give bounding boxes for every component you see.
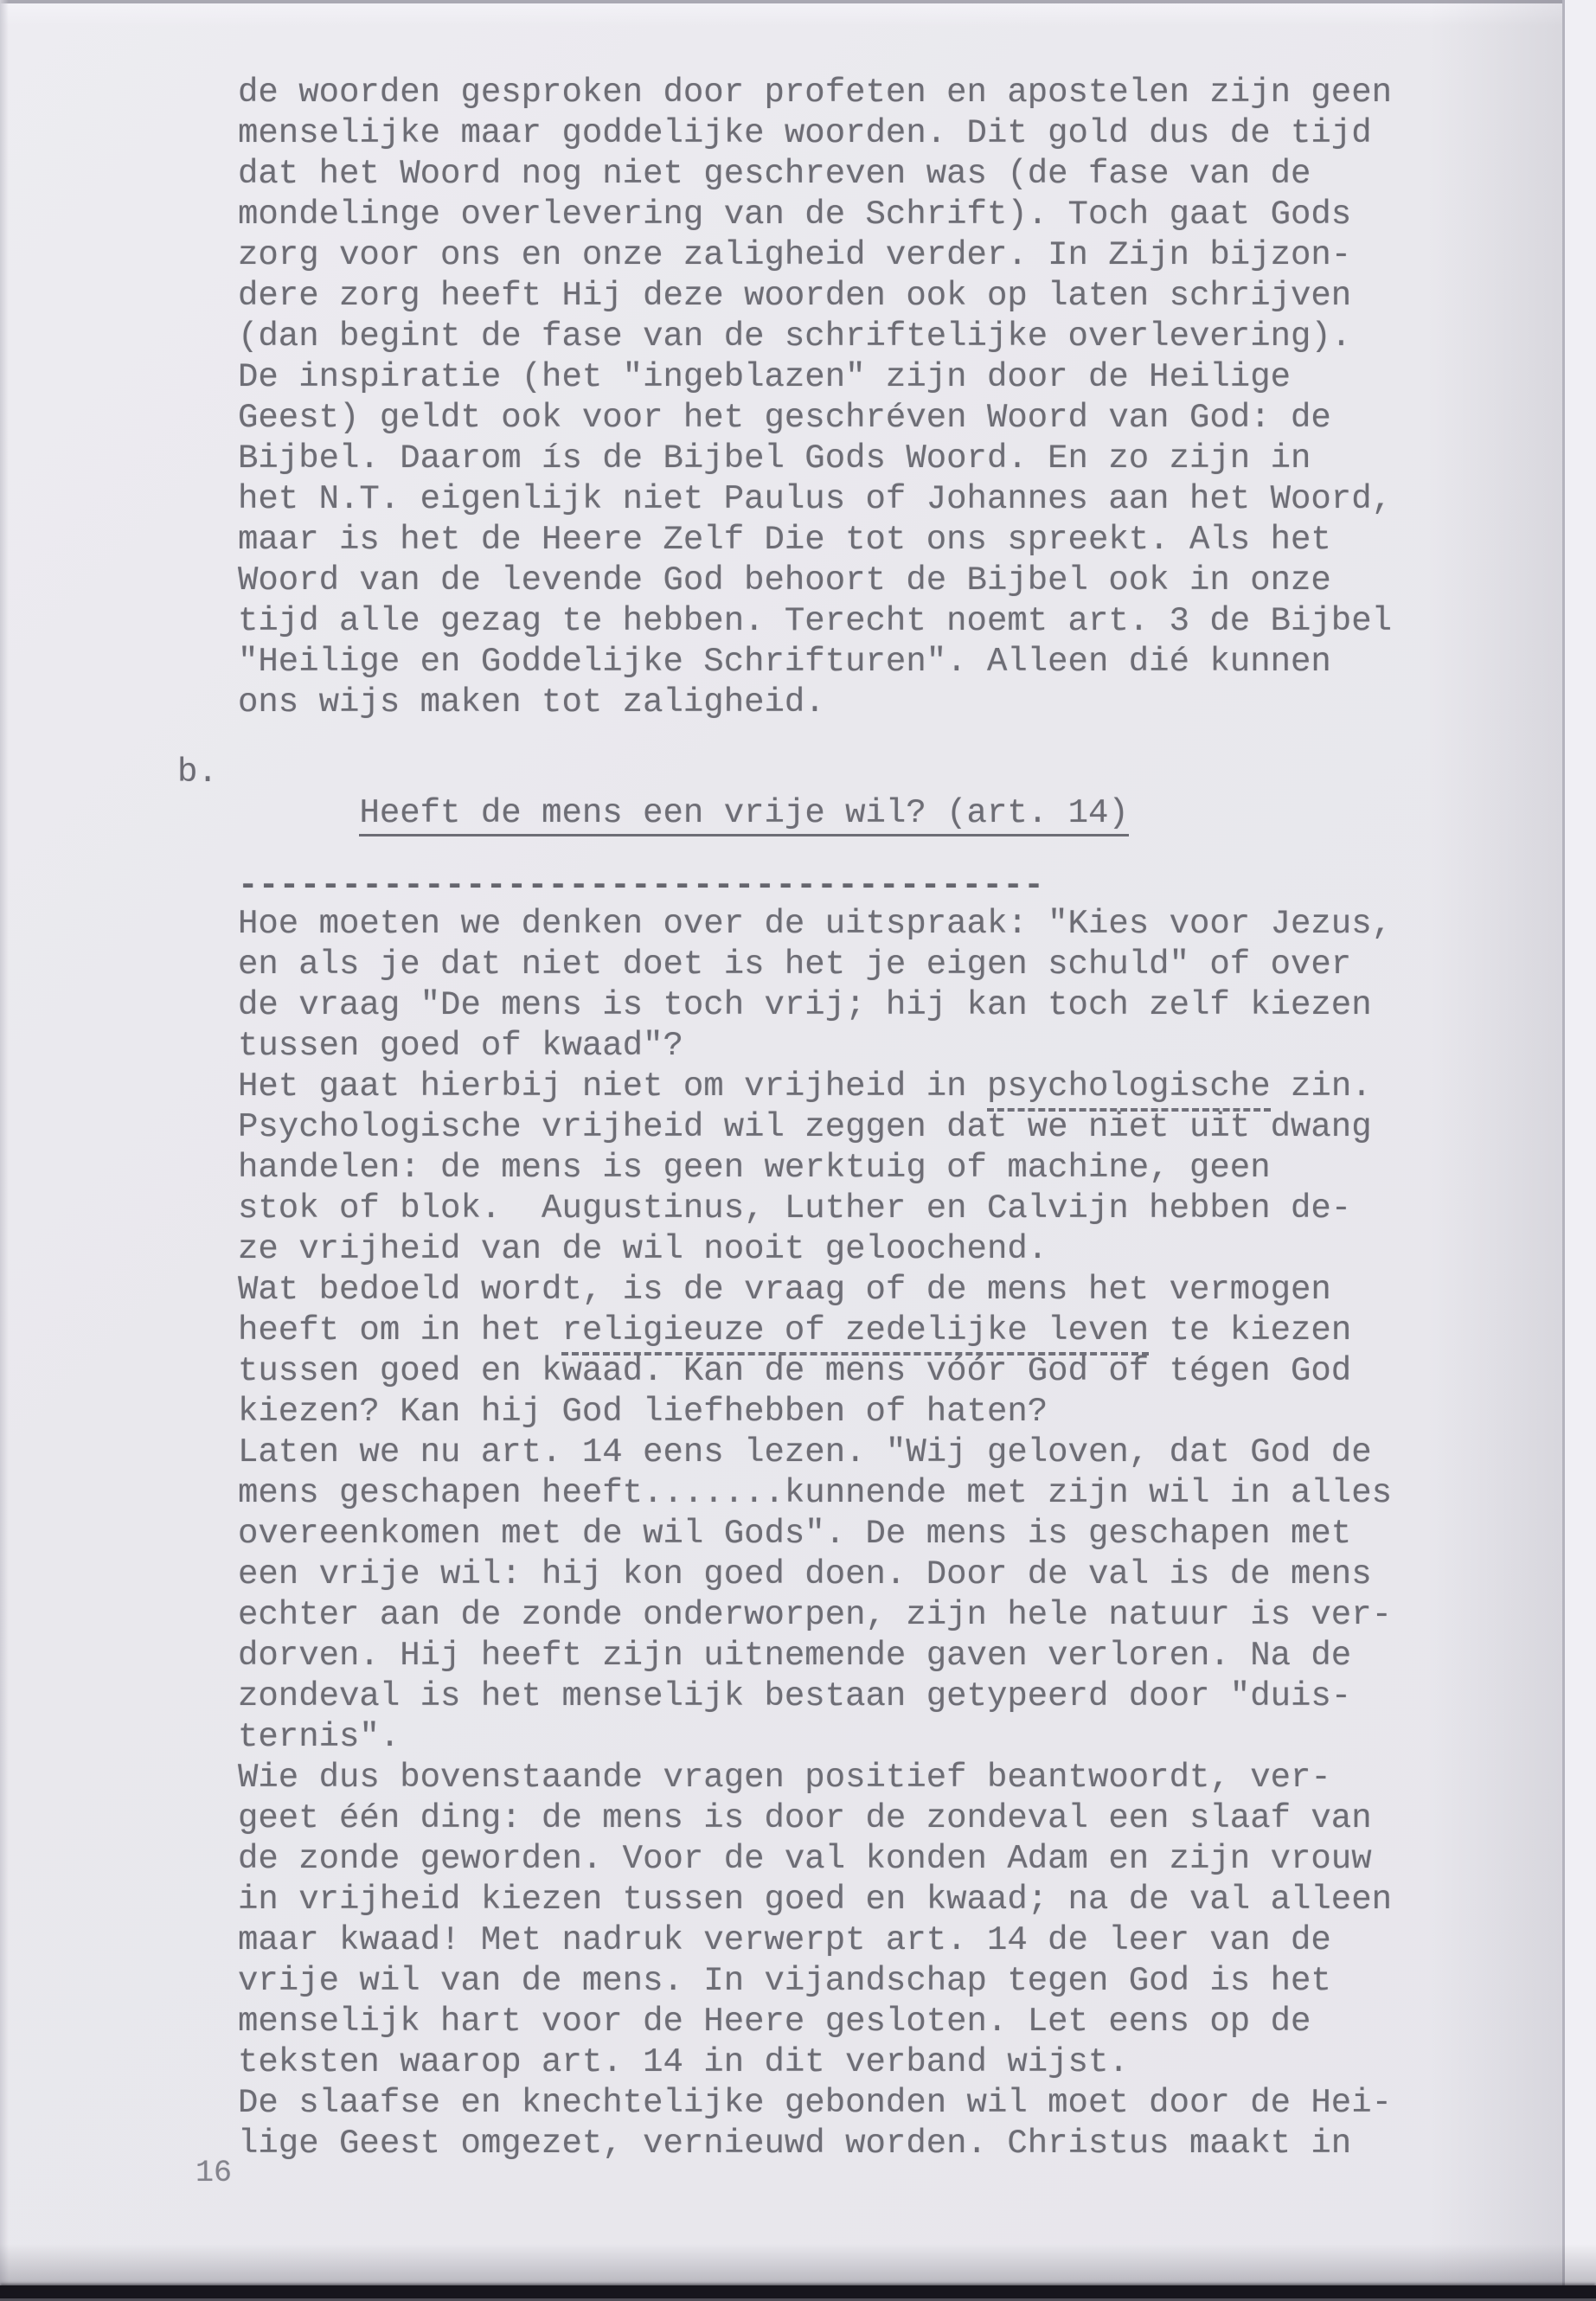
text-line: handelen: de mens is geen werktuig of machine, geen: [238, 1149, 1271, 1187]
text-line: de zonde geworden. Voor de val konden Adam en zijn vrouw: [238, 1840, 1372, 1878]
text-line: tijd alle gezag te hebben. Terecht noemt art. 3 de Bijbel: [238, 602, 1393, 640]
text-line: de vraag "De mens is toch vrij; hij kan toch zelf kiezen: [238, 986, 1372, 1024]
section-b-label: b.: [177, 753, 218, 792]
text-line: vrije wil van de mens. In vijandschap tegen God is het: [238, 1962, 1331, 2000]
psych-post: zin.: [1270, 1067, 1372, 1106]
text-line: maar kwaad! Met nadruk verwerpt art. 14 de leer van de: [238, 1921, 1331, 1959]
text-line: maar is het de Heere Zelf Die tot ons spreekt. Als het: [238, 521, 1331, 559]
text-line: De inspiratie (het "ingeblazen" zijn door de Heilige: [238, 358, 1291, 396]
text-line: en als je dat niet doet is het je eigen schuld" of over: [238, 945, 1352, 984]
text-line: teksten waarop art. 14 in dit verband wijst.: [238, 2043, 1129, 2081]
paragraph-2a: [238, 904, 1392, 1067]
section-b-dash-underline: ---------------------------------------: [238, 867, 1045, 905]
page-text: [177, 73, 1393, 2164]
text-line: mens geschapen heeft.......kunnende met zijn wil in alles: [238, 1474, 1393, 1512]
text-line: dere zorg heeft Hij deze woorden ook op laten schrijven: [238, 277, 1352, 315]
paragraph-2b: [238, 1107, 1392, 1311]
relig-post: te kiezen: [1149, 1311, 1352, 1349]
scan-left-edge: [0, 0, 9, 2301]
text-line: dat het Woord nog niet geschreven was (de fase van de: [238, 155, 1311, 193]
text-line: in vrijheid kiezen tussen goed en kwaad; na de val alleen: [238, 1881, 1393, 1919]
relig-pre: heeft om in het: [238, 1311, 562, 1349]
text-line: Wat bedoeld wordt, is de vraag of de mens het vermogen: [238, 1271, 1331, 1309]
text-line: ternis".: [238, 1718, 401, 1756]
relig-underlined-phrase: religieuze of zedelijke leven: [561, 1311, 1149, 1356]
text-line: "Heilige en Goddelijke Schrifturen". Alleen dié kunnen: [238, 643, 1331, 681]
text-line: menselijk hart voor de Heere gesloten. Let eens op de: [238, 2003, 1311, 2041]
text-line: ze vrijheid van de wil nooit geloochend.: [238, 1230, 1048, 1268]
text-line: De slaafse en knechtelijke gebonden wil moet door de Hei-: [238, 2084, 1393, 2122]
psych-sentence-line: [238, 1067, 1392, 1107]
text-line: tussen goed en kwaad. Kan de mens vóór God of tégen God: [238, 1352, 1352, 1390]
psych-pre: Het gaat hierbij niet om vrijheid in: [238, 1067, 987, 1106]
text-line: een vrije wil: hij kon goed doen. Door de val is de mens: [238, 1555, 1372, 1593]
scan-bottom-bar: [0, 2285, 1596, 2298]
text-line: Laten we nu art. 14 eens lezen. "Wij geloven, dat God de: [238, 1433, 1372, 1471]
text-line: overeenkomen met de wil Gods". De mens is geschapen met: [238, 1515, 1352, 1553]
text-line: menselijke maar goddelijke woorden. Dit gold dus de tijd: [238, 114, 1372, 152]
relig-sentence-line: [238, 1311, 1392, 1351]
section-b-title: Heeft de mens een vrije wil? (art. 14): [359, 794, 1128, 836]
text-line: het N.T. eigenlijk niet Paulus of Johannes aan het Woord,: [238, 480, 1393, 518]
scan-right-margin: [1565, 0, 1596, 2301]
scan-top-fade: [0, 3, 1596, 26]
text-line: zondeval is het menselijk bestaan getypeerd door "duis-: [238, 1677, 1352, 1715]
paragraph-2c: [238, 1351, 1392, 2164]
text-line: Bijbel. Daarom ís de Bijbel Gods Woord. En zo zijn in: [238, 439, 1311, 478]
text-line: echter aan de zonde onderworpen, zijn hele natuur is ver-: [238, 1596, 1393, 1634]
text-line: Hoe moeten we denken over de uitspraak: "Kies voor Jezus,: [238, 905, 1393, 943]
text-line: de woorden gesproken door profeten en apostelen zijn geen: [238, 74, 1393, 112]
text-line: zorg voor ons en onze zaligheid verder. In Zijn bijzon-: [238, 236, 1352, 274]
text-line: dorven. Hij heeft zijn uitnemende gaven verloren. Na de: [238, 1637, 1352, 1675]
text-line: Psychologische vrijheid wil zeggen dat we niet uit dwang: [238, 1108, 1372, 1146]
text-line: Geest) geldt ook voor het geschréven Woord van God: de: [238, 399, 1331, 437]
page-number: 16: [195, 2156, 233, 2190]
section-b-heading: [177, 753, 1392, 875]
paragraph-1: [238, 73, 1392, 723]
text-line: Woord van de levende God behoort de Bijbel ook in onze: [238, 561, 1331, 599]
text-line: lige Geest omgezet, vernieuwd worden. Christus maakt in: [238, 2125, 1352, 2163]
scan-bottom-shadow: [0, 2244, 1596, 2285]
text-line: ons wijs maken tot zaligheid.: [238, 683, 825, 721]
text-line: tussen goed of kwaad"?: [238, 1027, 683, 1065]
text-line: mondelinge overlevering van de Schrift). Toch gaat Gods: [238, 195, 1352, 234]
text-line: Wie dus bovenstaande vragen positief beantwoordt, ver-: [238, 1759, 1331, 1797]
text-line: stok of blok. Augustinus, Luther en Calvijn hebben de-: [238, 1189, 1352, 1227]
page-curl-shadow: [1427, 0, 1562, 2301]
psych-underlined-word: psychologische: [987, 1067, 1271, 1112]
text-line: (dan begint de fase van de schriftelijke overlevering).: [238, 317, 1352, 356]
text-line: kiezen? Kan hij God liefhebben of haten?: [238, 1393, 1048, 1431]
text-line: geet één ding: de mens is door de zondeval een slaaf van: [238, 1799, 1372, 1837]
